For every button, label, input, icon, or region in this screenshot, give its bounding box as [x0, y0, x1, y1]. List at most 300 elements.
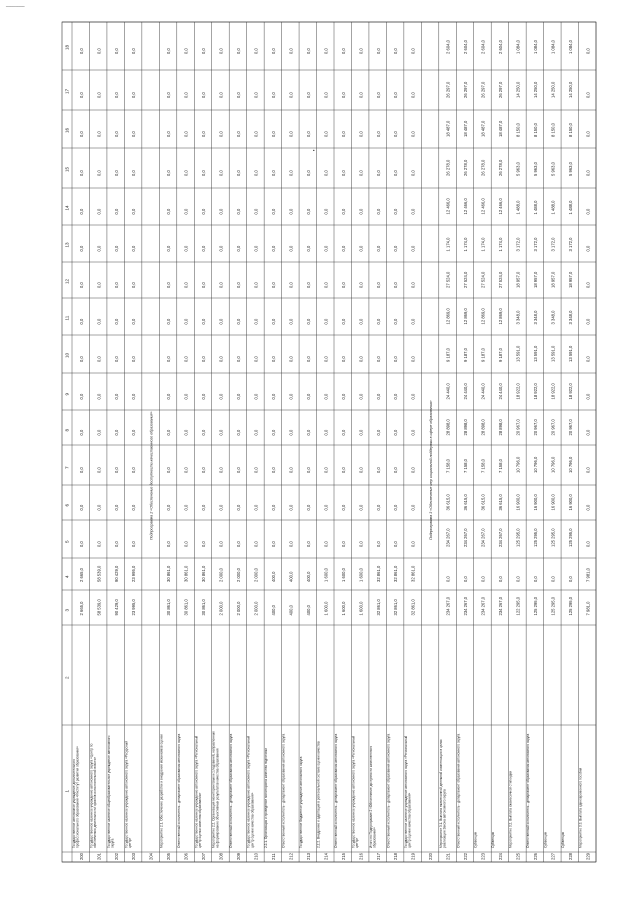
- cell-value: 5 963,0: [567, 162, 573, 176]
- cell-value: 0,0: [340, 429, 346, 436]
- row-number: 210: [253, 853, 259, 860]
- cell-value: 0,0: [113, 429, 119, 436]
- row-number: 229: [585, 853, 591, 860]
- cell-value: 0,0: [253, 393, 259, 400]
- cell-value: 0,0: [96, 541, 102, 547]
- row-name-line: Итого по Подпрограмме 2 «Обеспечение доступности качественного: [368, 745, 373, 848]
- cell-value: 1 084,0: [567, 40, 573, 54]
- row-name-line: центр оценки качества образования»: [197, 792, 202, 848]
- cell-value: 0,0: [305, 429, 311, 436]
- cell-value: 0,0: [96, 245, 102, 252]
- cell-value: 7 158,0: [463, 459, 469, 473]
- cell-value: 7 158,0: [480, 459, 486, 473]
- cell-value: 0,0: [131, 541, 137, 547]
- row-name-line: образования»: [372, 827, 377, 848]
- row-number: 216: [358, 853, 364, 860]
- cell-value: 0,0: [218, 429, 224, 436]
- cell-value: 0,0: [96, 48, 102, 54]
- cell-value: 90 429,0: [113, 599, 119, 616]
- cell-value: 0,0: [393, 393, 399, 400]
- cell-value: 0,0: [131, 504, 137, 511]
- cell-value: 18 487,0: [480, 120, 486, 137]
- cell-value: 30 861,0: [166, 599, 172, 616]
- cell-value: 30 861,0: [201, 565, 207, 582]
- cell-value: 0,0: [96, 92, 102, 98]
- cell-value: 0,0: [585, 541, 591, 547]
- row-number: 206: [183, 853, 189, 860]
- cell-value: 0,0: [375, 170, 381, 176]
- cell-value: 0,0: [340, 282, 346, 288]
- cell-value: 0,0: [340, 541, 346, 547]
- cell-value: 12 466,0: [480, 198, 486, 215]
- cell-value: 0,0: [201, 467, 207, 473]
- cell-value: 0,0: [166, 48, 172, 54]
- cell-value: 10 796,0: [515, 456, 521, 473]
- cell-value: 0,0: [113, 541, 119, 547]
- cell-value: 0,0: [253, 131, 259, 137]
- row-name-line: реализации Закона автономного округа: [442, 789, 447, 848]
- cell-value: 0,0: [270, 504, 276, 511]
- cell-value: 20 967,0: [532, 419, 538, 436]
- cell-value: 0,0: [567, 576, 573, 582]
- cell-value: 0,0: [358, 467, 364, 473]
- cell-value: 0,0: [236, 282, 242, 288]
- cell-value: 0,0: [131, 131, 137, 137]
- cell-value: 0,0: [585, 282, 591, 288]
- cell-value: 0,0: [393, 541, 399, 547]
- cell-value: 0,0: [78, 170, 84, 176]
- cell-value: 9 187,0: [463, 348, 469, 362]
- cell-value: 0,0: [218, 48, 224, 54]
- row-name-line: Субвенции: [473, 831, 478, 848]
- cell-value: 27 524,0: [498, 271, 504, 288]
- cell-value: 0,0: [410, 92, 416, 98]
- cell-value: 0,0: [78, 92, 84, 98]
- cell-value: 0,0: [375, 131, 381, 137]
- cell-value: 23 995,0: [131, 599, 137, 616]
- cell-value: 0,0: [288, 393, 294, 400]
- header-col-number: 4: [64, 575, 70, 578]
- cell-value: 0,0: [183, 541, 189, 547]
- cell-value: 0,0: [375, 48, 381, 54]
- cell-value: 0,0: [393, 48, 399, 54]
- cell-value: 58 539,0: [96, 599, 102, 616]
- cell-value: 32 861,0: [393, 565, 399, 582]
- cell-value: 27 524,0: [480, 271, 486, 288]
- cell-value: 0,0: [305, 467, 311, 473]
- cell-value: 0,0: [305, 131, 311, 137]
- cell-value: 0,0: [393, 282, 399, 288]
- cell-value: 36 615,0: [498, 494, 504, 511]
- cell-value: 0,0: [218, 318, 224, 325]
- cell-value: 18 487,0: [445, 120, 451, 137]
- cell-value: 10 796,0: [532, 456, 538, 473]
- cell-value: 23 995,0: [131, 565, 137, 582]
- cell-value: 2 665,0: [78, 568, 84, 582]
- cell-value: 20 967,0: [515, 419, 521, 436]
- cell-value: 0,0: [305, 245, 311, 252]
- cell-value: 13 591,0: [515, 345, 521, 362]
- cell-value: 0,0: [113, 393, 119, 400]
- row-name-line: Мероприятие 2.1. Обеспечение разработки и внедрения механизмов оценки: [159, 734, 164, 848]
- cell-value: 0,0: [201, 92, 207, 98]
- cell-value: 0,0: [323, 393, 329, 400]
- cell-value: 0,0: [270, 208, 276, 215]
- cell-value: 1 084,0: [532, 40, 538, 54]
- cell-value: 26 278,0: [463, 159, 469, 176]
- cell-value: 0,0: [410, 467, 416, 473]
- cell-value: 0,0: [253, 429, 259, 436]
- row-name-line: на формирование объективных результатов качества образования: [215, 748, 220, 848]
- cell-value: 0,0: [78, 393, 84, 400]
- cell-value: 1 084,0: [550, 40, 556, 54]
- cell-value: 125 295,0: [532, 528, 538, 547]
- cell-value: 1 084,0: [515, 40, 521, 54]
- cell-value: 0,0: [253, 467, 259, 473]
- cell-value: 1 600,0: [323, 601, 329, 616]
- cell-value: 13 591,0: [550, 345, 556, 362]
- cell-value: 13 591,0: [567, 345, 573, 362]
- cell-value: 18 922,0: [532, 383, 538, 400]
- cell-value: 2 000,0: [253, 568, 259, 582]
- cell-value: 0,0: [375, 393, 381, 400]
- cell-value: 0,0: [393, 429, 399, 436]
- cell-value: 0,0: [166, 541, 172, 547]
- cell-value: 8 150,0: [567, 123, 573, 137]
- row-number: 203: [131, 853, 137, 860]
- row-number: 204: [148, 853, 154, 860]
- cell-value: 0,0: [340, 318, 346, 325]
- cell-value: 0,0: [375, 504, 381, 511]
- cell-value: 0,0: [131, 282, 137, 288]
- cell-value: 0,0: [183, 356, 189, 362]
- cell-value: 0,0: [323, 467, 329, 473]
- cell-value: 0,0: [96, 356, 102, 362]
- cell-value: 0,0: [236, 541, 242, 547]
- cell-value: 0,0: [288, 429, 294, 436]
- cell-value: 0,0: [340, 170, 346, 176]
- cell-value: 0,0: [358, 92, 364, 98]
- cell-value: 12 466,0: [445, 198, 451, 215]
- cell-value: 0,0: [96, 208, 102, 215]
- cell-value: 0,0: [236, 131, 242, 137]
- cell-value: 0,0: [585, 467, 591, 473]
- cell-value: 400,0: [270, 571, 276, 582]
- row-name-line: Мероприятие 2.2. Организация мониторинговых исследований, направленных: [211, 731, 216, 848]
- cell-value: 0,0: [183, 208, 189, 215]
- header-col-number: 16: [64, 127, 70, 133]
- cell-value: 0,0: [323, 356, 329, 362]
- cell-value: 1 488,0: [532, 200, 538, 215]
- cell-value: 0,0: [270, 92, 276, 98]
- row-number: 205: [166, 853, 172, 860]
- cell-value: 28 898,0: [498, 419, 504, 436]
- cell-value: 0,0: [480, 576, 486, 582]
- cell-value: 0,0: [340, 467, 346, 473]
- cell-value: 0,0: [201, 429, 207, 436]
- row-number: 223: [480, 853, 486, 860]
- cell-value: 0,0: [166, 318, 172, 325]
- row-number: 225: [515, 853, 521, 860]
- cell-value: 18 922,0: [550, 383, 556, 400]
- row-name-line: Субвенции: [561, 831, 566, 848]
- cell-value: 30 861,0: [183, 599, 189, 616]
- cell-value: 0,0: [78, 504, 84, 511]
- header-col-number: 17: [64, 88, 70, 94]
- cell-value: 0,0: [113, 318, 119, 325]
- cell-value: 0,0: [166, 467, 172, 473]
- cell-value: 0,0: [358, 504, 364, 511]
- cell-value: 0,0: [410, 541, 416, 547]
- cell-value: 28 898,0: [480, 419, 486, 436]
- row-name-line: центр оценки качества образования»: [407, 792, 412, 848]
- cell-value: 8 150,0: [550, 123, 556, 137]
- cell-value: 0,0: [323, 48, 329, 54]
- row-name-line: Мероприятие 3.1. Выплата ежемесячной денежной компенсации в целях: [438, 739, 443, 848]
- cell-value: 0,0: [585, 92, 591, 98]
- cell-value: 234 267,0: [463, 596, 469, 616]
- cell-value: 24 440,0: [480, 383, 486, 400]
- cell-value: 0,0: [375, 92, 381, 98]
- cell-value: 0,0: [201, 245, 207, 252]
- cell-value: 0,0: [253, 170, 259, 176]
- cell-value: 0,0: [183, 467, 189, 473]
- cell-value: 0,0: [218, 208, 224, 215]
- row-name-line: обеспечению деятельности органов исполнительной власти»: [93, 756, 98, 848]
- header-col-number: 13: [64, 242, 70, 248]
- cell-value: 0,0: [131, 318, 137, 325]
- row-name-line: Государственное казенное учреждение автономного округа «Региональный: [351, 735, 356, 848]
- cell-value: 0,0: [340, 48, 346, 54]
- cell-value: 0,0: [550, 576, 556, 582]
- cell-value: 0,0: [183, 131, 189, 137]
- cell-value: 0,0: [113, 92, 119, 98]
- cell-value: 7 158,0: [498, 459, 504, 473]
- cell-value: 400,0: [288, 571, 294, 582]
- cell-value: 0,0: [358, 282, 364, 288]
- cell-value: 0,0: [305, 393, 311, 400]
- row-name-line: Государственное автономное учреждение дополнительного: [72, 759, 76, 848]
- cell-value: 0,0: [131, 170, 137, 176]
- cell-value: 0,0: [375, 245, 381, 252]
- cell-value: 0,0: [410, 282, 416, 288]
- cell-value: 0,0: [393, 245, 399, 252]
- cell-value: 7 981,0: [585, 568, 591, 582]
- cell-value: 9 187,0: [445, 348, 451, 362]
- cell-value: 234 267,0: [498, 596, 504, 616]
- cell-value: 26 278,0: [480, 159, 486, 176]
- cell-value: 10 796,0: [550, 456, 556, 473]
- cell-value: 0,0: [445, 576, 451, 582]
- cell-value: 0,0: [218, 393, 224, 400]
- cell-value: 0,0: [96, 504, 102, 511]
- cell-value: 0,0: [113, 170, 119, 176]
- cell-value: 0,0: [113, 208, 119, 215]
- cell-value: 5 963,0: [532, 162, 538, 176]
- cell-value: 27 524,0: [445, 271, 451, 288]
- cell-value: 0,0: [166, 504, 172, 511]
- cell-value: 0,0: [288, 318, 294, 325]
- cell-value: 400,0: [288, 605, 294, 616]
- cell-value: 20 967,0: [550, 419, 556, 436]
- cell-value: 0,0: [183, 245, 189, 252]
- cell-value: 30 861,0: [166, 565, 172, 582]
- cell-value: 18 957,0: [532, 271, 538, 288]
- cell-value: 12 466,0: [463, 198, 469, 215]
- cell-value: 14 250,0: [515, 81, 521, 98]
- cell-value: 400,0: [270, 605, 276, 616]
- cell-value: 0,0: [288, 245, 294, 252]
- cell-value: 0,0: [305, 541, 311, 547]
- row-number: 208: [218, 853, 224, 860]
- row-name-line: профессионального образования «Институт развития образования»: [75, 746, 80, 848]
- cell-value: 0,0: [183, 504, 189, 511]
- cell-value: 24 440,0: [498, 383, 504, 400]
- row-number: 217: [375, 853, 381, 860]
- cell-value: 0,0: [358, 429, 364, 436]
- row-name-line: Ответственный исполнитель - департамент образования автономного округа: [229, 733, 234, 848]
- cell-value: 18 922,0: [567, 383, 573, 400]
- cell-value: 0,0: [236, 393, 242, 400]
- row-name-line: центр оценки качества образования»: [250, 792, 255, 848]
- row-name-line: Субвенции: [543, 831, 548, 848]
- cell-value: 12 869,0: [445, 308, 451, 325]
- header-col-number: 1: [64, 789, 70, 793]
- cell-value: 0,0: [236, 429, 242, 436]
- cell-value: 0,0: [218, 92, 224, 98]
- cell-value: 14 250,0: [567, 81, 573, 98]
- row-name-line: Государственное казенное учреждение автономного округа «Ресурсный: [124, 740, 129, 848]
- cell-value: 0,0: [288, 170, 294, 176]
- header-col-number: 6: [64, 503, 70, 507]
- cell-value: 0,0: [166, 92, 172, 98]
- header-col-number: 14: [64, 205, 70, 211]
- cell-value: 0,0: [288, 282, 294, 288]
- cell-value: 0,0: [270, 282, 276, 288]
- cell-value: 0,0: [375, 541, 381, 547]
- row-number: 202: [113, 853, 119, 860]
- cell-value: 2 000,0: [218, 601, 224, 616]
- cell-value: 0,0: [305, 282, 311, 288]
- cell-value: 0,0: [323, 208, 329, 215]
- cell-value: 0,0: [585, 170, 591, 176]
- row-name-line: Государственное казенное учреждение автономного округа «Региональный: [194, 735, 199, 848]
- cell-value: 0,0: [393, 467, 399, 473]
- row-name-line: Субвенции: [491, 831, 496, 848]
- cell-value: 18 922,0: [515, 383, 521, 400]
- cell-value: 18 957,0: [515, 271, 521, 288]
- cell-value: 0,0: [236, 208, 242, 215]
- cell-value: 0,0: [288, 208, 294, 215]
- cell-value: 0,0: [236, 170, 242, 176]
- cell-value: 0,0: [288, 356, 294, 362]
- row-number: 212: [288, 853, 294, 860]
- cell-value: 234 267,0: [445, 596, 451, 616]
- cell-value: 0,0: [358, 48, 364, 54]
- cell-value: 24 440,0: [445, 383, 451, 400]
- cell-value: 90 429,0: [113, 565, 119, 582]
- cell-value: 26 297,0: [498, 81, 504, 98]
- cell-value: 0,0: [410, 48, 416, 54]
- cell-value: 0,0: [78, 429, 84, 436]
- cell-value: 3 172,0: [532, 237, 538, 252]
- cell-value: 2 000,0: [253, 601, 259, 616]
- cell-value: 1 600,0: [358, 568, 364, 582]
- cell-value: 0,0: [340, 393, 346, 400]
- cell-value: 0,0: [358, 208, 364, 215]
- cell-value: 0,0: [78, 467, 84, 473]
- cell-value: 1 600,0: [340, 601, 346, 616]
- cell-value: 0,0: [340, 356, 346, 362]
- cell-value: 0,0: [166, 245, 172, 252]
- cell-value: 12 869,0: [498, 308, 504, 325]
- row-name-line: 2.2.1. Организация и проведение мониторинга качества подготовки: [264, 748, 269, 848]
- row-number: 222: [463, 853, 469, 860]
- cell-value: 0,0: [201, 356, 207, 362]
- cell-value: 0,0: [375, 282, 381, 288]
- cell-value: 1 600,0: [340, 568, 346, 582]
- cell-value: 0,0: [340, 504, 346, 511]
- cell-value: 2 604,0: [498, 40, 504, 54]
- cell-value: 0,0: [410, 356, 416, 362]
- cell-value: 0,0: [183, 170, 189, 176]
- cell-value: 0,0: [78, 356, 84, 362]
- cell-value: 0,0: [288, 504, 294, 511]
- cell-value: 0,0: [201, 541, 207, 547]
- cell-value: 0,0: [236, 48, 242, 54]
- cell-value: 3 172,0: [515, 237, 521, 252]
- cell-value: 18 957,0: [550, 271, 556, 288]
- cell-value: 0,0: [532, 576, 538, 582]
- cell-value: 0,0: [96, 170, 102, 176]
- cell-value: 0,0: [113, 467, 119, 473]
- cell-value: 58 539,0: [96, 565, 102, 582]
- cell-value: 3 348,0: [532, 310, 538, 325]
- cell-value: 0,0: [323, 131, 329, 137]
- row-number: 213: [305, 853, 311, 860]
- cell-value: 0,0: [131, 48, 137, 54]
- cell-value: 1 488,0: [550, 200, 556, 215]
- cell-value: 0,0: [113, 356, 119, 362]
- cell-value: 0,0: [166, 393, 172, 400]
- cell-value: 0,0: [410, 504, 416, 511]
- cell-value: 0,0: [288, 92, 294, 98]
- cell-value: 0,0: [253, 92, 259, 98]
- cell-value: 0,0: [201, 318, 207, 325]
- cell-value: 0,0: [236, 318, 242, 325]
- row-name-line: Ответственный исполнитель - департамент образования автономного округа: [526, 733, 531, 848]
- cell-value: 400,0: [305, 605, 311, 616]
- cell-value: 0,0: [253, 356, 259, 362]
- cell-value: 0,0: [358, 356, 364, 362]
- cell-value: 0,0: [78, 131, 84, 137]
- cell-value: 26 278,0: [445, 159, 451, 176]
- cell-value: 12 869,0: [463, 308, 469, 325]
- cell-value: 0,0: [585, 429, 591, 436]
- cell-value: 2 604,0: [463, 40, 469, 54]
- cell-value: 0,0: [218, 282, 224, 288]
- cell-value: 0,0: [166, 170, 172, 176]
- cell-value: 0,0: [183, 393, 189, 400]
- cell-value: 0,0: [270, 170, 276, 176]
- cell-value: 32 861,0: [410, 565, 416, 582]
- cell-value: 0,0: [183, 92, 189, 98]
- header-col-number: 11: [64, 315, 70, 321]
- cell-value: 30 861,0: [183, 565, 189, 582]
- cell-value: 0,0: [270, 48, 276, 54]
- cell-value: 0,0: [96, 467, 102, 473]
- cell-value: 18 957,0: [567, 271, 573, 288]
